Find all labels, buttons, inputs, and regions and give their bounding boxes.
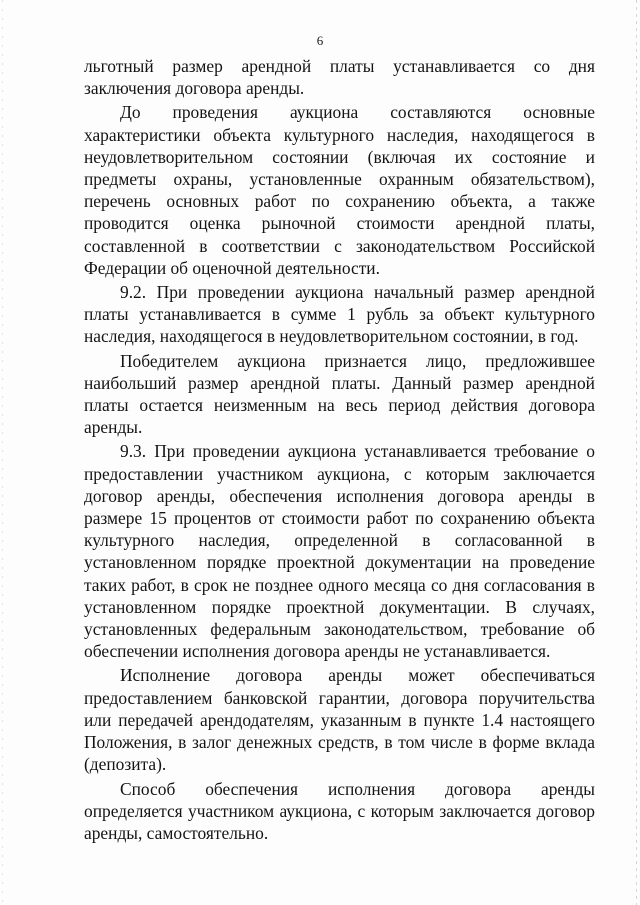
paragraph-9-2: 9.2. При проведении аукциона начальный размер арендной платы устанавливается в сумме 1 рубль за объект культурного наследия, находящегося в неудовлетворительном состоянии, в год. xyxy=(84,282,595,347)
document-body xyxy=(84,55,595,844)
paragraph-performance-security: Исполнение договора аренды может обеспечиваться предоставлением банковской гарантии, договора поручительства или передачей арендодателям, указанным в пункте 1.4 настоящего Положения, в залог денежных средств, в том числе в форме вклада (депозита). xyxy=(84,665,595,775)
paragraph-continuation: льготный размер арендной платы устанавливается со дня заключения договора аренды. xyxy=(84,56,595,99)
paragraph-security-method: Способ обеспечения исполнения договора аренды определяется участником аукциона, с которым заключается договор аренды, самостоятельно. xyxy=(84,778,595,843)
page-number: 6 xyxy=(316,33,324,48)
scan-edge-left xyxy=(2,0,3,905)
paragraph-9-3: 9.3. При проведении аукциона устанавливается требование о предоставлении участником аукциона, с которым заключается договор аренды, обеспечения исполнения договора аренды в размере 15 процентов от стоимости работ по сохранению объекта культурного наследия, определенной в согласованной в установленном порядке проектной документации на проведение таких работ, в срок не позднее одного месяца со дня согласования в установленном порядке проектной документации. В случаях, установленных федеральным законодательством, требование об обеспечении исполнения договора аренды не устанавливается. xyxy=(84,441,595,662)
paragraph-auction-preparation: До проведения аукциона составляются основные характеристики объекта культурного наследия, находящегося в неудовлетворительном состоянии (включая их состояние и предметы охраны, установленные охранным обязательством), перечень основных работ по сохранению объекта, а также проводится оценка рыночной стоимости арендной платы, составленной в соответствии с законодательством Российской Федерации об оценочной деятельности. xyxy=(84,102,595,278)
scan-edge-right xyxy=(636,0,637,905)
paragraph-auction-winner: Победителем аукциона признается лицо, предложившее наибольший размер арендной платы. Данный размер арендной платы остается неизменным на весь период действия договора аренды. xyxy=(84,350,595,438)
